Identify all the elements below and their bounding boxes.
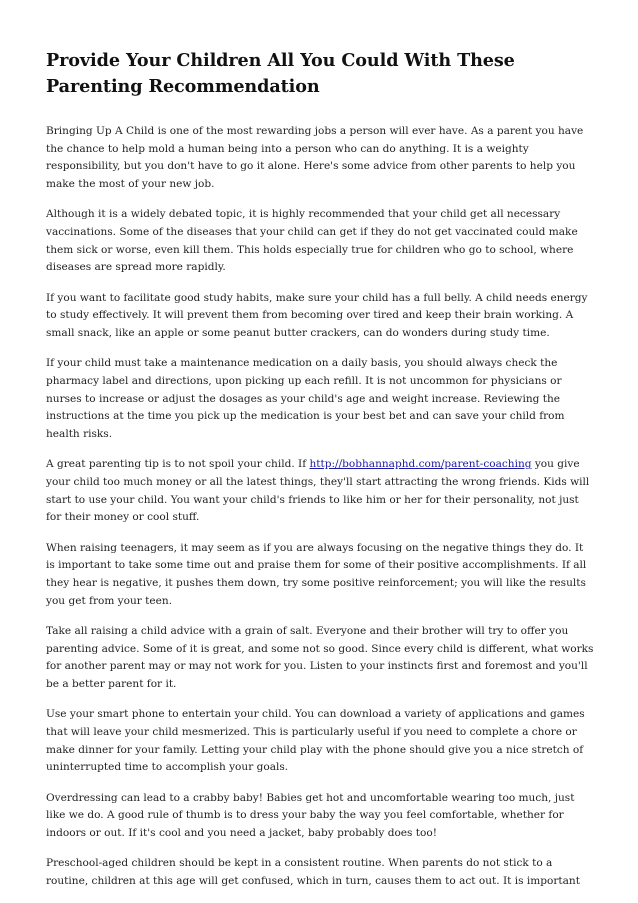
paragraph-5-after: you give your child too much money or all the latest things, they'll start attracting the wrong friends. Kids will start to use your child. You want your child's friends to like him or her for their personality, not just for their money or cool stuff. [46,458,590,524]
parent-coaching-link[interactable]: http://bobhannaphd.com/parent-coaching [309,458,532,471]
paragraph-6: When raising teenagers, it may seem as if you are always focusing on the negative things they do. It is important to take some time out and praise them for some of their positive accomplishments. If all they hear is negative, it pushes them down, try some positive reinforcement; you will like the results you get from your teen. [46,541,587,607]
paragraph-3: If you want to facilitate good study habits, make sure your child has a full belly. A child needs energy to study effectively. It will prevent them from becoming over tired and keep their brain working. A small snack, like an apple or some peanut butter crackers, can do wonders during study time. [46,291,588,340]
paragraph-7: Take all raising a child advice with a grain of salt. Everyone and their brother will try to offer you parenting advice. Some of it is great, and some not so good. Since every child is different, what works for another parent may or may not work for you. Listen to your instincts first and foremost and you'll be a better parent for it. [46,624,594,690]
paragraph-2: Although it is a widely debated topic, it is highly recommended that your child get all necessary vaccinations. Some of the diseases that your child can get if they do not get vaccinated could make them sick or worse, even kill them. This holds especially true for children who go to school, where diseases are spread more rapidly. [46,208,578,274]
document-title: Provide Your Children All You Could With These Parenting Recommendation [46,50,515,97]
paragraph-5 [46,456,594,527]
paragraph-9: Overdressing can lead to a crabby baby! Babies get hot and uncomfortable wearing too much, just like we do. A good rule of thumb is to dress your baby the way you feel comfortable, whether for indoors or out. If it's cool and you need a jacket, baby probably does too! [46,791,575,839]
paragraph-5-before: A great parenting tip is to not spoil your child. If [46,458,310,471]
paragraph-8: Use your smart phone to entertain your child. You can download a variety of applications and games that will leave your child mesmerized. This is particularly useful if you need to complete a chore or make dinner for your family. Letting your child play with the phone should give you a nice stretch of uninterrupted time to accomplish your goals. [46,708,585,774]
paragraph-10: Preschool-aged children should be kept in a consistent routine. When parents do not stick to a routine, children at this age will get confused, which in turn, causes them to act out. It is important [46,857,580,887]
paragraph-4: If your child must take a maintenance medication on a daily basis, you should always check the pharmacy label and directions, upon picking up each refill. It is not uncommon for physicians or nurses to increase or adjust the dosages as your child's age and weight increase. Reviewing the instructions at the time you pick up the medication is your best bet and can save your child from health risks. [46,357,565,441]
paragraph-1: Bringing Up A Child is one of the most rewarding jobs a person will ever have. As a parent you have the chance to help mold a human being into a person who can do anything. It is a weighty responsibility, but you don't have to go it alone. Here's some advice from other parents to help you make the most of your new job. [46,125,584,191]
document-page [46,48,594,903]
